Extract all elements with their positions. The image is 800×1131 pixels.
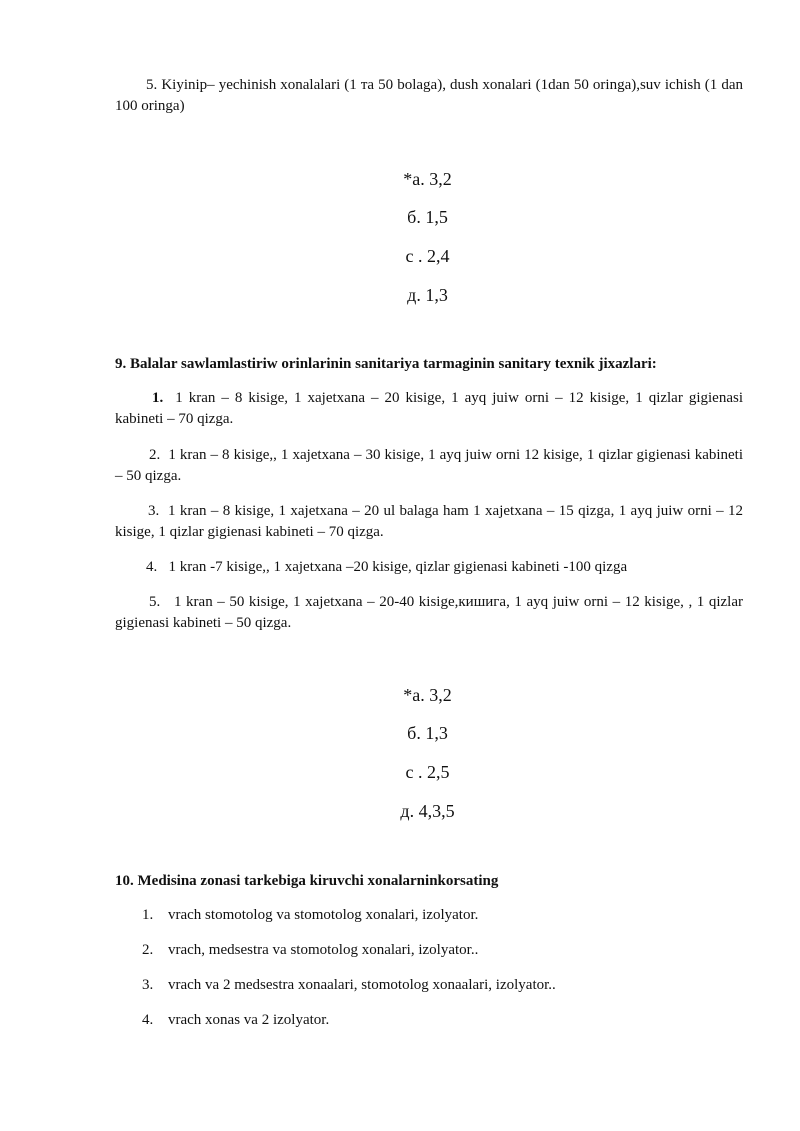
q10-item-num: 4. (142, 1012, 154, 1028)
q10-item-3 (142, 975, 556, 996)
q10-item-text: vrach xonas va 2 izolyator. (168, 1012, 330, 1028)
q10-title: 10. Medisina zonasi tarkebiga kiruvchi xonalarninkorsating (115, 873, 499, 889)
q10-item-text: vrach, medsestra va stomotolog xonalari, izolyator.. (168, 942, 479, 958)
q9-item-text: 1 kran -7 kisige,, 1 xajetxana –20 kisige, qizlar gigienasi kabineti -100 qizga (168, 559, 628, 575)
q9-item-num: 5. (149, 594, 161, 610)
q9-item-text: 1 kran – 8 kisige, 1 xajetxana – 20 kisige, 1 ayq juiw orni – 12 kisige, 1 qizlar gigienasi kabineti – 70 qizga. (115, 390, 743, 427)
q8-answer-c: с . 2,4 (405, 246, 450, 266)
q9-item-num: 3. (148, 503, 160, 519)
q9-answer-b: б. 1,3 (407, 723, 448, 743)
q9-answer-a: *a. 3,2 (403, 685, 452, 705)
q9-item-text: 1 kran – 50 kisige, 1 xajetxana – 20-40 kisige,кишига, 1 ayq juiw orni – 12 kisige, , 1 qizlar gigienasi kabineti – 50 qizga. (115, 594, 743, 631)
q8-answer-d: д. 1,3 (407, 285, 448, 305)
q10-item-text: vrach va 2 medsestra xonaalari, stomotolog xonaalari, izolyator.. (168, 977, 556, 993)
q9-item-2 (115, 445, 743, 487)
q9-answer-d: д. 4,3,5 (400, 801, 455, 821)
q9-item-5 (115, 592, 743, 634)
q9-item-1 (115, 388, 743, 430)
q10-item-1 (142, 905, 478, 926)
q9-item-num: 1. (152, 390, 164, 406)
q10-item-2 (142, 940, 478, 961)
q10-item-num: 3. (142, 977, 154, 993)
q9-item-num: 2. (149, 447, 161, 463)
q9-item-num: 4. (146, 559, 158, 575)
q9-answer-c: с . 2,5 (405, 762, 450, 782)
q10-item-num: 2. (142, 942, 154, 958)
q8-answer-b: б. 1,5 (407, 207, 448, 227)
q9-item-text: 1 kran – 8 kisige, 1 xajetxana – 20 ul balaga ham 1 xajetxana – 15 qizga, 1 ayq juiw orni – 12 kisige, 1 qizlar gigienasi kabineti – 70 qizga. (115, 503, 743, 540)
q8-answer-a: *a. 3,2 (403, 169, 452, 189)
q9-item-text: 1 kran – 8 kisige,, 1 xajetxana – 30 kisige, 1 ayq juiw orni 12 kisige, 1 qizlar gigienasi kabineti – 50 qizga. (115, 447, 744, 484)
q10-item-4 (142, 1010, 329, 1031)
q10-item-text: vrach stomotolog va stomotolog xonalari, izolyator. (168, 907, 479, 923)
q10-item-num: 1. (142, 907, 154, 923)
q9-title: 9. Balalar sawlamlastiriw orinlarinin sanitariya tarmaginin sanitary texnik jixazlari: (115, 356, 657, 372)
q8-item-5: 5. Kiyinip– yechinish xonalalari (1 тa 50 bolaga), dush xonalari (1dan 50 oringa),suv ichish (1 dan 100 oringa) (115, 77, 743, 114)
q9-item-3 (115, 501, 743, 543)
q9-item-4 (115, 557, 743, 578)
